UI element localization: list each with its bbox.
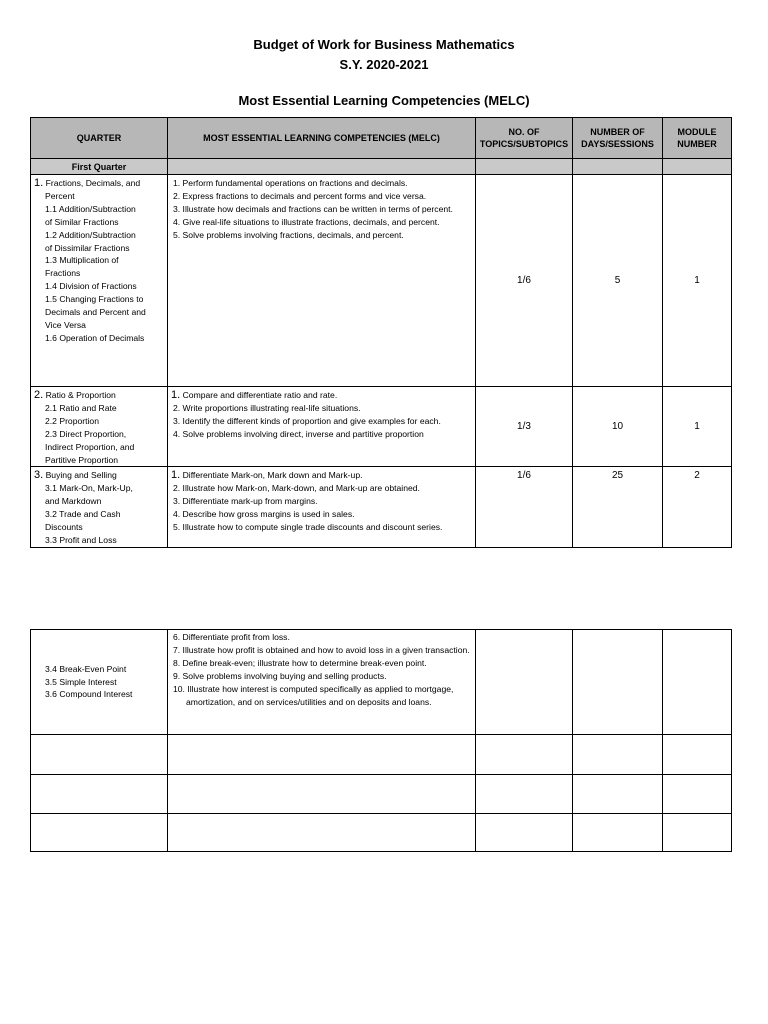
- module-number: 1: [663, 387, 732, 467]
- topic-line: 3.5 Simple Interest: [45, 676, 117, 687]
- topic-line: 2.1 Ratio and Rate: [45, 402, 117, 413]
- topic-line: Partitive Proportion: [45, 454, 119, 465]
- melc-item: 6. Differentiate profit from loss.: [173, 632, 290, 642]
- melc-item: 5. Illustrate how to compute single trade discounts and discount series.: [173, 522, 443, 533]
- topic-line: Vice Versa: [45, 319, 86, 330]
- module-number: 2: [663, 467, 732, 547]
- melc-item: 3. Differentiate mark-up from margins.: [173, 496, 318, 507]
- quarter-label: First Quarter: [31, 159, 168, 175]
- topic-line: 1.3 Multiplication of: [45, 255, 119, 266]
- topic-cell: [31, 175, 168, 387]
- topic-cell: [31, 467, 168, 547]
- col-header-module: MODULE NUMBER: [663, 118, 732, 159]
- melc-item: 10. Illustrate how interest is computed specifically as applied to mortgage, amortization, and on services/utilities and on deposits and loans.: [173, 683, 454, 707]
- days-count: 10: [573, 387, 663, 467]
- topic-line: 3.3 Profit and Loss: [45, 534, 117, 545]
- melc-cell: [168, 630, 476, 735]
- topic-line: Percent: [45, 190, 75, 201]
- topic-line: Fractions: [45, 268, 81, 279]
- topic-line: Ratio & Proportion: [45, 390, 116, 400]
- melc-number: 1.: [171, 469, 181, 482]
- melc-item: 4. Give real-life situations to illustrate fractions, decimals, and percent.: [173, 216, 440, 227]
- melc-item: 2. Illustrate how Mark-on, Mark-down, and Mark-up are obtained.: [173, 483, 420, 494]
- topics-count: 1/6: [476, 467, 573, 547]
- topic-cell: [31, 630, 168, 735]
- quarter-row: [31, 159, 732, 175]
- melc-item: 9. Solve problems involving buying and selling products.: [173, 670, 387, 681]
- budget-table-continued: [30, 629, 732, 852]
- topics-count: 1/3: [476, 387, 573, 467]
- topic-line: Fractions, Decimals, and: [45, 178, 141, 188]
- topic-number: 2.: [34, 389, 44, 401]
- topics-count: 1/6: [476, 175, 573, 387]
- topic-line: 3.1 Mark-On, Mark-Up,: [45, 483, 133, 494]
- col-header-days: NUMBER OF DAYS/SESSIONS: [573, 118, 663, 159]
- school-year: S.Y. 2020-2021: [339, 57, 429, 72]
- empty-row: [31, 735, 732, 775]
- topic-line: 2.2 Proportion: [45, 415, 99, 426]
- melc-item: Compare and differentiate ratio and rate.: [182, 390, 338, 400]
- topic-number: 3.: [34, 469, 44, 482]
- topic-line: 3.2 Trade and Cash: [45, 509, 121, 520]
- table-row: [31, 387, 732, 467]
- document-subtitle: Most Essential Learning Competencies (MELC): [238, 93, 530, 108]
- topic-line: 2.3 Direct Proportion,: [45, 428, 127, 439]
- melc-cell: [168, 467, 476, 547]
- topic-line: 3.6 Compound Interest: [45, 689, 133, 700]
- topic-line: Indirect Proportion, and: [45, 441, 135, 452]
- melc-item: Differentiate Mark-on, Mark down and Mark-up.: [182, 470, 363, 481]
- days-count: 25: [573, 467, 663, 547]
- topic-number: 1.: [34, 177, 44, 189]
- days-count: 5: [573, 175, 663, 387]
- melc-item: 7. Illustrate how profit is obtained and how to avoid loss in a given transaction.: [173, 644, 470, 655]
- topic-line: 1.4 Division of Fractions: [45, 281, 137, 292]
- table-row: [31, 630, 732, 735]
- melc-item: 1. Perform fundamental operations on fractions and decimals.: [173, 178, 408, 188]
- topic-line: 1.5 Changing Fractions to: [45, 294, 144, 305]
- document-title: Budget of Work for Business Mathematics: [253, 37, 515, 52]
- melc-item: 8. Define break-even; illustrate how to determine break-even point.: [173, 657, 427, 668]
- topic-line: of Dissimilar Fractions: [45, 242, 130, 253]
- melc-item: 4. Describe how gross margins is used in sales.: [173, 509, 355, 520]
- topic-line: Buying and Selling: [45, 470, 117, 481]
- empty-row: [31, 775, 732, 814]
- topic-line: Decimals and Percent and: [45, 307, 146, 318]
- melc-item: 3. Illustrate how decimals and fractions can be written in terms of percent.: [173, 203, 453, 214]
- table-header-row: [31, 118, 732, 159]
- melc-item: 2. Express fractions to decimals and percent forms and vice versa.: [173, 190, 427, 201]
- melc-cell: [168, 175, 476, 387]
- col-header-quarter: QUARTER: [31, 118, 168, 159]
- topic-line: 1.6 Operation of Decimals: [45, 332, 145, 343]
- topic-line: 3.4 Break-Even Point: [45, 663, 127, 674]
- melc-number: 1.: [171, 389, 181, 401]
- col-header-topics: NO. OF TOPICS/SUBTOPICS: [476, 118, 573, 159]
- empty-row: [31, 814, 732, 852]
- topic-line: 1.1 Addition/Subtraction: [45, 203, 136, 214]
- table-row: [31, 175, 732, 387]
- melc-item: 4. Solve problems involving direct, inverse and partitive proportion: [173, 428, 424, 439]
- melc-cell: [168, 387, 476, 467]
- budget-table: [30, 117, 732, 548]
- melc-item: 5. Solve problems involving fractions, decimals, and percent.: [173, 229, 404, 240]
- table-row: [31, 467, 732, 547]
- melc-item: 3. Identify the different kinds of proportion and give examples for each.: [173, 415, 441, 426]
- topic-cell: [31, 387, 168, 467]
- topic-line: and Markdown: [45, 496, 102, 507]
- col-header-melc: MOST ESSENTIAL LEARNING COMPETENCIES (MELC): [168, 118, 476, 159]
- topic-line: Discounts: [45, 522, 83, 533]
- melc-item: 2. Write proportions illustrating real-life situations.: [173, 402, 361, 413]
- topic-line: 1.2 Addition/Subtraction: [45, 229, 136, 240]
- topic-line: of Similar Fractions: [45, 216, 119, 227]
- module-number: 1: [663, 175, 732, 387]
